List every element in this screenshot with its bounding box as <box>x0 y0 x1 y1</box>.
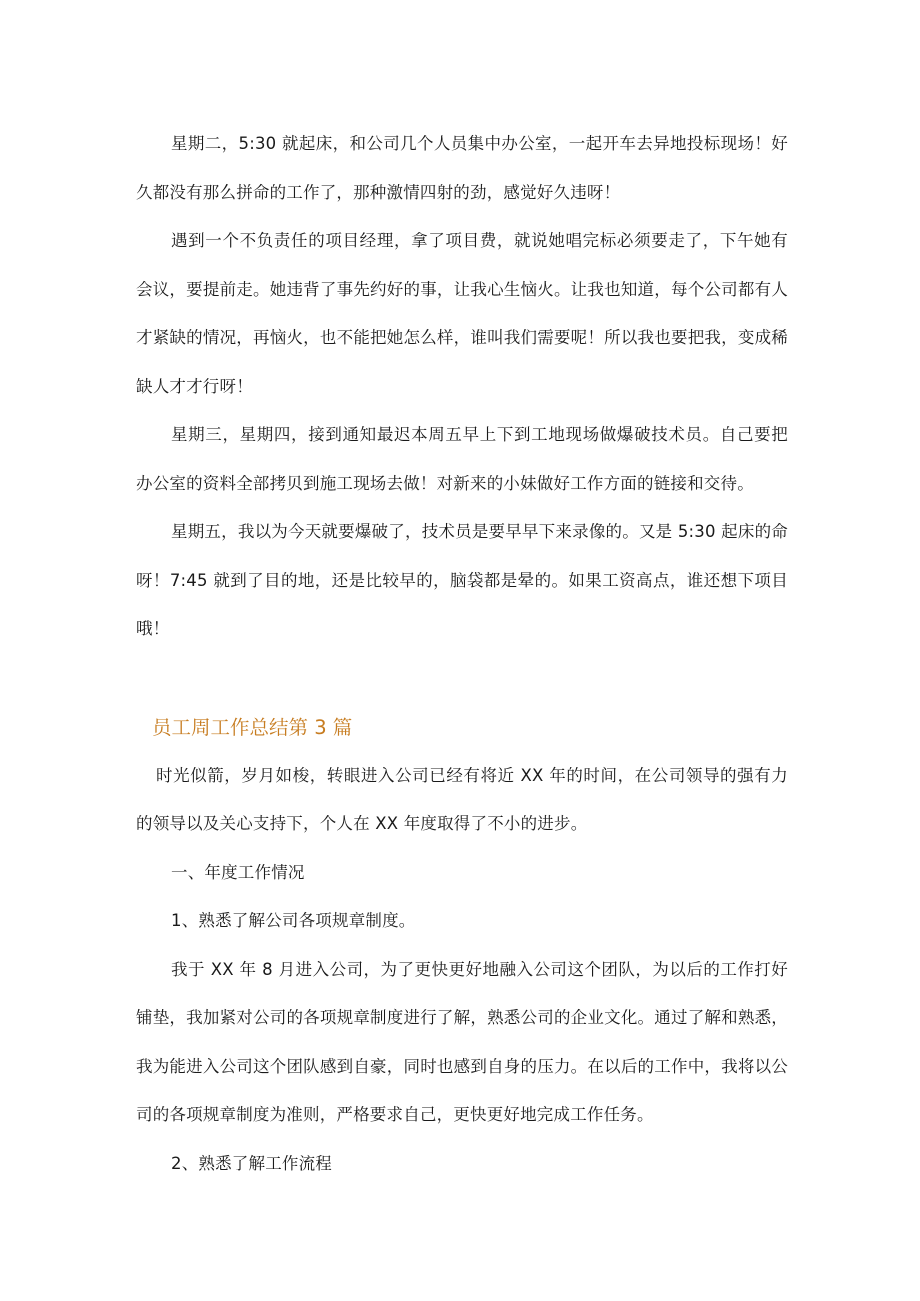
item-1-title: 1、熟悉了解公司各项规章制度。 <box>171 911 416 930</box>
item-1-body: 我于 XX 年 8 月进入公司，为了更快更好地融入公司这个团队，为以后的工作打好铺垫，我加紧对公司的各项规章制度进行了解，熟悉公司的企业文化。通过了解和熟悉，我为能进入公司这个团队感到自豪，同时也感到自身的压力。在以后的工作中，我将以公司的各项规章制度为准则，严格要求自己，更快更好地完成工作任务。 <box>136 959 788 1124</box>
item-2-title: 2、熟悉了解工作流程 <box>171 1153 332 1173</box>
part-1-title: 一、年度工作情况 <box>171 862 305 882</box>
document-body <box>136 120 788 1188</box>
section-spacer <box>136 654 788 704</box>
paragraph-wednesday-thursday: 星期三，星期四，接到通知最迟本周五早上下到工地现场做爆破技术员。自己要把办公室的资料全部拷贝到施工现场去做！对新来的小妹做好工作方面的链接和交待。 <box>136 425 788 493</box>
section-heading: 员工周工作总结第 3 篇 <box>152 715 353 739</box>
paragraph-friday: 星期五，我以为今天就要爆破了，技术员是要早早下来录像的。又是 5:30 起床的命呀！7:45 就到了目的地，还是比较早的，脑袋都是晕的。如果工资高点，谁还想下项目哦！ <box>136 522 788 638</box>
paragraph-tuesday: 星期二，5:30 就起床，和公司几个人员集中办公室，一起开车去异地投标现场！好久都没有那么拼命的工作了，那种激情四射的劲，感觉好久违呀！ <box>136 134 788 202</box>
paragraph-project-manager: 遇到一个不负责任的项目经理，拿了项目费，就说她唱完标必须要走了，下午她有会议，要提前走。她违背了事先约好的事，让我心生恼火。让我也知道，每个公司都有人才紧缺的情况，再恼火，也不能把她怎么样，谁叫我们需要呢！所以我也要把我，变成稀缺人才才行呀！ <box>136 231 788 396</box>
section-intro: 时光似箭，岁月如梭，转眼进入公司已经有将近 XX 年的时间，在公司领导的强有力的领导以及关心支持下，个人在 XX 年度取得了不小的进步。 <box>136 765 788 833</box>
